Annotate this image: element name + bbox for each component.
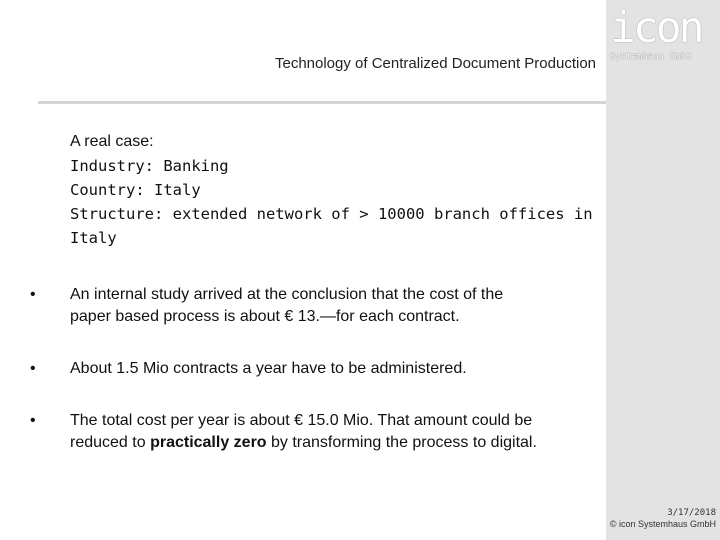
bullet-text-line2: paper based process is about € 13.—for each contract. [70,308,460,325]
right-sidebar [606,0,720,540]
bullet-dot: • [30,360,36,377]
bullet-item [30,410,537,454]
bullet-dot: • [30,412,36,429]
bullet-text-line1: An internal study arrived at the conclusion that the cost of the [70,286,504,303]
slide-footer [610,508,716,530]
footer-copyright: © icon Systemhaus GmbH [609,519,716,529]
bullet-text-pre: reduced to [70,434,151,451]
case-structure-line1: Structure: extended network of > 10000 branch offices in [70,205,593,223]
slide-title: Technology of Centralized Document Production [274,55,596,72]
bullet-text-line2 [70,432,537,454]
case-heading-label: A real case [70,133,150,150]
case-description [70,130,600,250]
bullet-text-line1: The total cost per year is about € 15.0 Mio. That amount could be [70,412,533,429]
bullet-text-line1: About 1.5 Mio contracts a year have to be administered. [70,360,467,377]
title-divider [38,101,606,104]
bullet-text-emphasis: practically zero [150,434,267,451]
case-industry: Industry: Banking [70,157,229,175]
bullet-text-post: by transforming the process to digital. [266,434,537,451]
bullet-dot: • [30,286,36,303]
logo-subtitle: Systemhaus GmbH [610,52,692,62]
case-heading-colon: : [149,133,154,150]
bullet-item [30,358,467,380]
logo-wordmark: icon [610,3,702,53]
case-structure-line2: Italy [70,229,117,247]
case-heading [70,130,600,154]
case-country: Country: Italy [70,181,201,199]
footer-date: 3/17/2018 [667,508,716,518]
bullet-item [30,284,503,328]
company-logo [610,3,720,70]
